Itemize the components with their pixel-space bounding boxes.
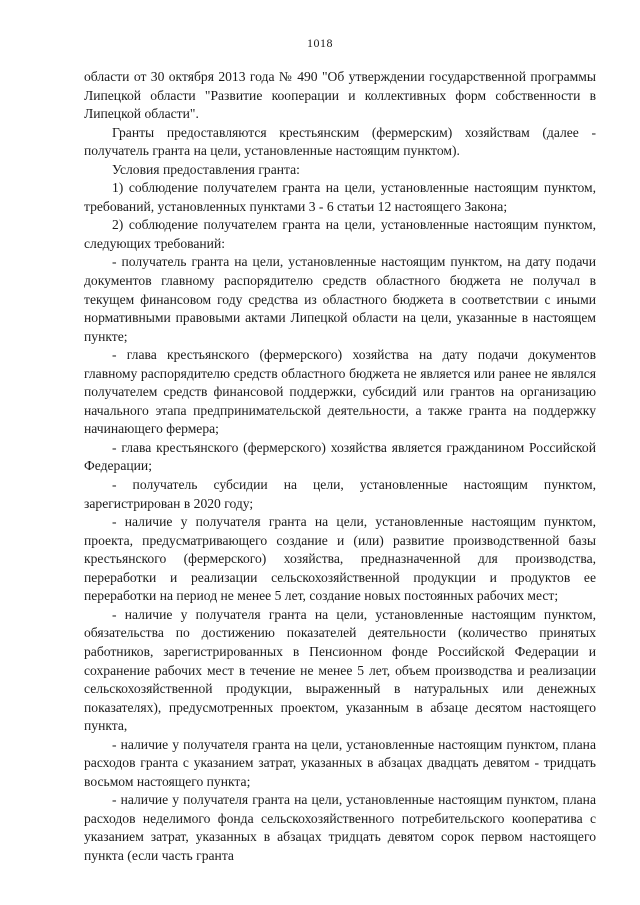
paragraph: 2) соблюдение получателем гранта на цели, установленные настоящим пунктом, следующих требований: — [84, 217, 596, 251]
paragraph: - наличие у получателя гранта на цели, установленные настоящим пунктом, плана расходов неделимого фонда сельскохозяйственного потребительского кооператива с указанием затрат, указанных в абзацах тридцать девятом сорок первом настоящего пункта (если часть гранта — [84, 792, 596, 863]
paragraph: - наличие у получателя гранта на цели, установленные настоящим пунктом, проекта, предусматривающего создание и (или) развитие производственной базы крестьянского (фермерского) хозяйства, предназначенной для производства, переработки и реализации сельскохозяйственной продукции и продуктов ее переработки на период не менее 5 лет, создание новых постоянных рабочих мест; — [84, 514, 596, 604]
page-number: 1018 — [307, 36, 333, 50]
paragraph: - наличие у получателя гранта на цели, установленные настоящим пунктом, обязательства по достижению показателей деятельности (количество принятых работников, зарегистрированных в Пенсионном фонде Российской Федерации и сохранение рабочих мест в течение не менее 5 лет, объем производства и реализации сельскохозяйственной продукции, выраженный в натуральных или денежных показателях), предусмотренных проектом, указанным в абзаце десятом настоящего пункта, — [84, 606, 596, 734]
paragraph: - глава крестьянского (фермерского) хозяйства является гражданином Российской Федерации; — [84, 439, 596, 474]
paragraph: Гранты предоставляются крестьянским (фермерским) хозяйствам (далее - получатель гранта на цели, установленные настоящим пунктом). — [84, 124, 596, 159]
paragraph: - получатель субсидии на цели, установленные настоящим пунктом, зарегистрирован в 2020 году; — [84, 477, 596, 511]
paragraph: 1) соблюдение получателем гранта на цели, установленные настоящим пунктом, требований, установленных пунктами 3 - 6 статьи 12 настоящего Закона; — [84, 180, 596, 214]
document-body — [84, 68, 596, 866]
paragraph: Условия предоставления гранта: — [112, 161, 300, 177]
paragraph: - наличие у получателя гранта на цели, установленные настоящим пунктом, плана расходов гранта с указанием затрат, указанных в абзацах двадцать девятом - тридцать восьмом настоящего пункта; — [84, 736, 596, 789]
paragraph-continuation: области от 30 октября 2013 года № 490 "Об утверждении государственной программы Липецкой области "Развитие кооперации и коллективных форм собственности в Липецкой области". — [84, 69, 596, 122]
paragraph: - получатель гранта на цели, установленные настоящим пунктом, на дату подачи документов главному распорядителю средств областного бюджета не получал в текущем финансовом году средства из областного бюджета в соответствии с иными нормативными правовыми актами Липецкой области на цели, указанные в настоящем пункте; — [84, 254, 596, 344]
paragraph: - глава крестьянского (фермерского) хозяйства на дату подачи документов главному распорядителю средств областного бюджета не является или ранее не являлся получателем средств финансовой поддержки, субсидий или грантов на организацию начального этапа предпринимательской деятельности, а также гранта на поддержку начинающего фермера; — [84, 347, 596, 437]
